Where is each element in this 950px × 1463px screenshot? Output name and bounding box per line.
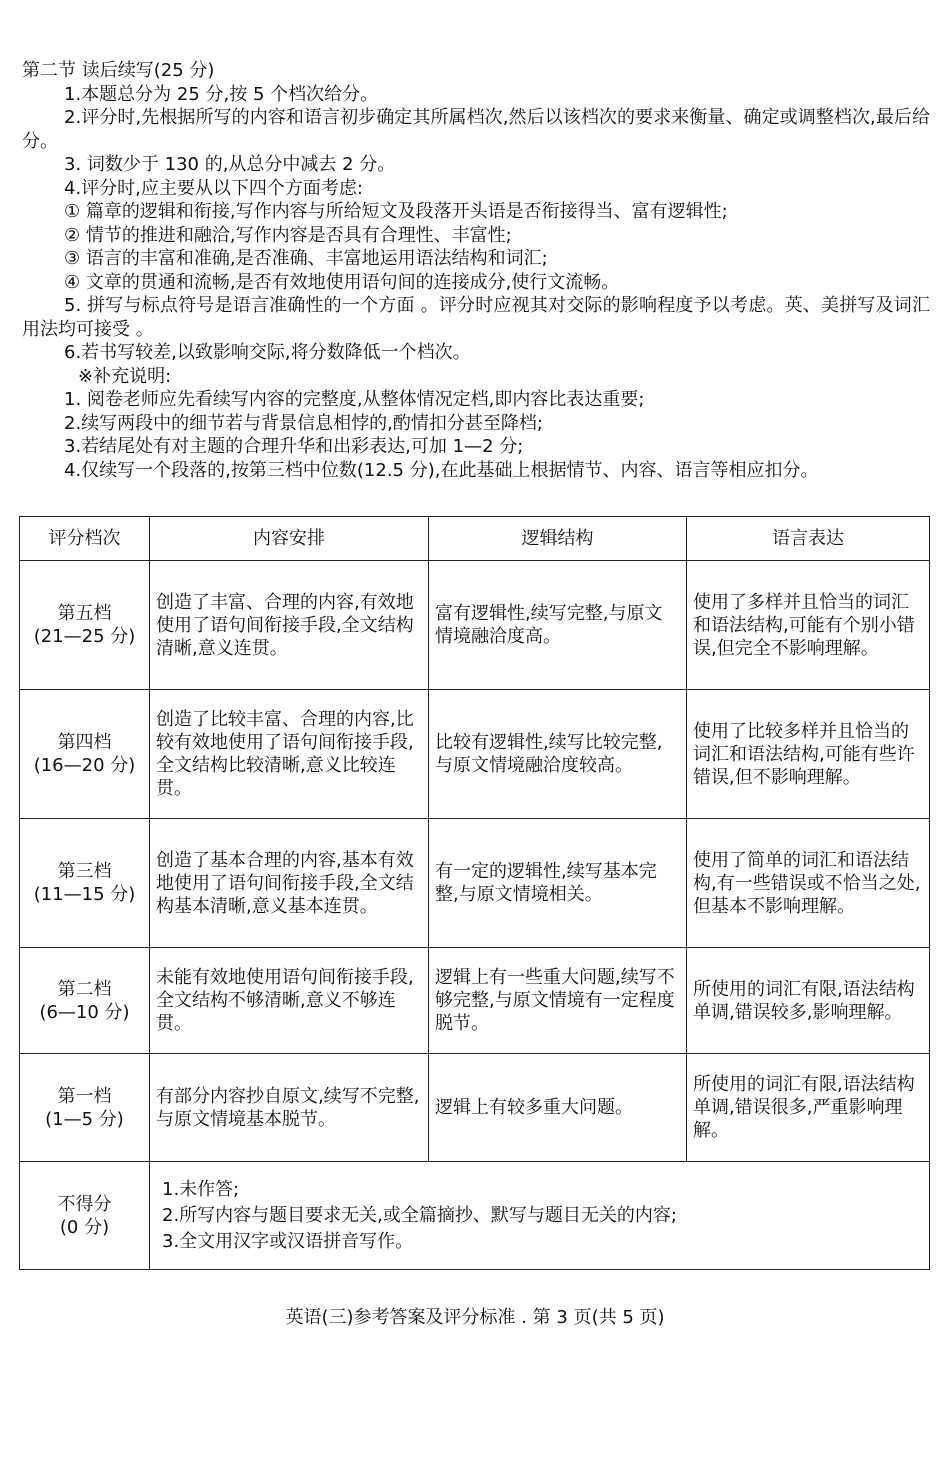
level-name: 第四档 bbox=[57, 732, 112, 753]
instruction-line: 6.若书写较差,以致影响交际,将分数降低一个档次。 bbox=[64, 342, 471, 363]
criteria-item: ② 情节的推进和融洽,写作内容是否具有合理性、丰富性; bbox=[64, 224, 512, 246]
column-header-language: 语言表达 bbox=[687, 517, 930, 561]
language-cell: 使用了简单的词汇和语法结构,有一些错误或不恰当之处,但基本不影响理解。 bbox=[687, 819, 930, 948]
level-cell bbox=[20, 1162, 150, 1270]
criteria-item: ④ 文章的贯通和流畅,是否有效地使用语句间的连接成分,使行文流畅。 bbox=[64, 271, 620, 293]
level-range: (21—25 分) bbox=[33, 626, 136, 647]
logic-cell: 富有逻辑性,续写完整,与原文情境融洽度高。 bbox=[429, 561, 687, 690]
level-name: 第三档 bbox=[57, 861, 112, 882]
table-row-zero-score bbox=[20, 1162, 930, 1270]
table-row bbox=[20, 819, 930, 948]
level-name: 第五档 bbox=[57, 603, 112, 624]
content-cell: 创造了比较丰富、合理的内容,比较有效地使用了语句间衔接手段,全文结构比较清晰,意义比较连贯。 bbox=[150, 690, 429, 819]
level-name: 第一档 bbox=[57, 1085, 112, 1107]
level-cell bbox=[20, 561, 150, 690]
level-cell bbox=[20, 690, 150, 819]
instruction-line: 4.评分时,应主要从以下四个方面考虑: bbox=[64, 177, 363, 199]
section-title: 第二节 读后续写(25 分) bbox=[22, 60, 215, 81]
table-row bbox=[20, 690, 930, 819]
language-cell: 使用了多样并且恰当的词汇和语法结构,可能有个别小错误,但完全不影响理解。 bbox=[687, 561, 930, 690]
content-cell: 创造了基本合理的内容,基本有效地使用了语句间衔接手段,全文结构基本清晰,意义基本连贯。 bbox=[150, 819, 429, 948]
language-cell: 所使用的词汇有限,语法结构单调,错误很多,严重影响理解。 bbox=[687, 1054, 930, 1162]
table-row bbox=[20, 561, 930, 690]
supplement-heading: ※补充说明: bbox=[78, 365, 172, 387]
level-range: (6—10 分) bbox=[39, 1001, 130, 1023]
language-cell: 使用了比较多样并且恰当的词汇和语法结构,可能有些许错误,但不影响理解。 bbox=[687, 690, 930, 819]
scoring-rubric-table bbox=[19, 516, 930, 1270]
criteria-item: ① 篇章的逻辑和衔接,写作内容与所给短文及段落开头语是否衔接得当、富有逻辑性; bbox=[64, 201, 728, 222]
column-header-content: 内容安排 bbox=[150, 517, 429, 561]
level-range: (0 分) bbox=[59, 1216, 110, 1238]
logic-cell: 有一定的逻辑性,续写基本完整,与原文情境相关。 bbox=[429, 819, 687, 948]
instruction-line: 1.本题总分为 25 分,按 5 个档次给分。 bbox=[64, 83, 379, 105]
logic-cell: 逻辑上有较多重大问题。 bbox=[429, 1054, 687, 1162]
level-range: (1—5 分) bbox=[45, 1108, 124, 1130]
scoring-instructions bbox=[22, 59, 930, 482]
instruction-line: 2.评分时,先根据所写的内容和语言初步确定其所属档次,然后以该档次的要求来衡量、确定或调整档次,最后给分。 bbox=[22, 107, 930, 152]
supplement-item: 4.仅续写一个段落的,按第三档中位数(12.5 分),在此基础上根据情节、内容、语言等相应扣分。 bbox=[64, 459, 819, 481]
criteria-item: ③ 语言的丰富和准确,是否准确、丰富地运用语法结构和词汇; bbox=[64, 248, 548, 269]
content-cell: 创造了丰富、合理的内容,有效地使用了语句间衔接手段,全文结构清晰,意义连贯。 bbox=[150, 561, 429, 690]
list-item: 2.所写内容与题目要求无关,或全篇摘抄、默写与题目无关的内容; bbox=[162, 1204, 677, 1226]
instruction-line: 5. 拼写与标点符号是语言准确性的一个方面 。评分时应视其对交际的影响程度予以考虑。英、美拼写及词汇用法均可接受 。 bbox=[22, 295, 930, 340]
table-row bbox=[20, 1054, 930, 1162]
level-cell bbox=[20, 948, 150, 1054]
column-header-logic: 逻辑结构 bbox=[429, 517, 687, 561]
page-footer: 英语(三)参考答案及评分标准 . 第 3 页(共 5 页) bbox=[285, 1307, 665, 1328]
instruction-line: 3. 词数少于 130 的,从总分中减去 2 分。 bbox=[64, 154, 396, 175]
level-name: 第二档 bbox=[57, 978, 112, 1000]
level-range: (16—20 分) bbox=[33, 755, 136, 776]
level-range: (11—15 分) bbox=[33, 884, 136, 905]
table-row bbox=[20, 948, 930, 1054]
table-header-row bbox=[20, 517, 930, 561]
zero-score-conditions bbox=[150, 1162, 930, 1270]
logic-cell: 比较有逻辑性,续写比较完整,与原文情境融洽度较高。 bbox=[429, 690, 687, 819]
list-item: 3.全文用汉字或汉语拼音写作。 bbox=[162, 1230, 414, 1252]
content-cell: 有部分内容抄自原文,续写不完整,与原文情境基本脱节。 bbox=[150, 1054, 429, 1162]
level-name: 不得分 bbox=[57, 1193, 112, 1215]
language-cell: 所使用的词汇有限,语法结构单调,错误较多,影响理解。 bbox=[687, 948, 930, 1054]
level-cell bbox=[20, 1054, 150, 1162]
logic-cell: 逻辑上有一些重大问题,续写不够完整,与原文情境有一定程度脱节。 bbox=[429, 948, 687, 1054]
column-header-level: 评分档次 bbox=[20, 517, 150, 561]
content-cell: 未能有效地使用语句间衔接手段,全文结构不够清晰,意义不够连贯。 bbox=[150, 948, 429, 1054]
supplement-item: 3.若结尾处有对主题的合理升华和出彩表达,可加 1—2 分; bbox=[64, 436, 524, 457]
level-cell bbox=[20, 819, 150, 948]
supplement-item: 2.续写两段中的细节若与背景信息相悖的,酌情扣分甚至降档; bbox=[64, 412, 543, 434]
supplement-item: 1. 阅卷老师应先看续写内容的完整度,从整体情况定档,即内容比表达重要; bbox=[64, 389, 645, 410]
list-item: 1.未作答; bbox=[162, 1178, 240, 1200]
